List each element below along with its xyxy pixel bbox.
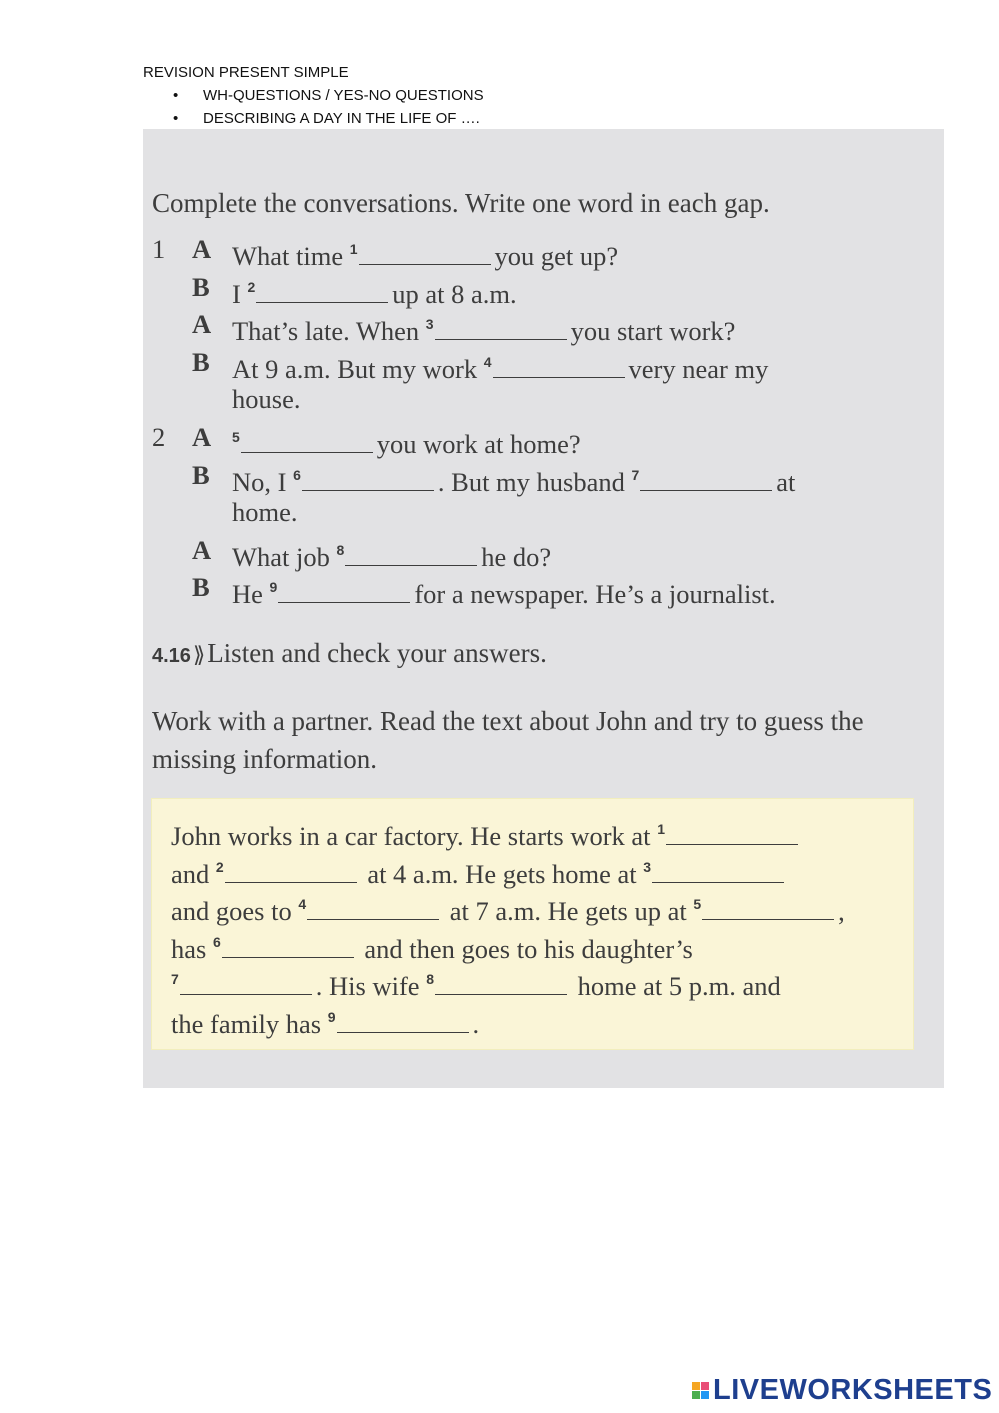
topic-item: • WH-QUESTIONS / YES-NO QUESTIONS <box>143 84 843 107</box>
answer-gap[interactable] <box>307 897 439 920</box>
logo-square <box>692 1382 700 1390</box>
textbook-exercise-image <box>143 129 944 1088</box>
line-text: John works in a car factory. He starts work at <box>171 821 651 851</box>
logo-text: LIVEWORKSHEETS <box>713 1373 993 1406</box>
speaker-label: A <box>192 421 212 452</box>
speaker-label: B <box>192 459 210 490</box>
answer-gap[interactable] <box>640 468 772 491</box>
logo-square <box>692 1391 700 1399</box>
text-line <box>171 999 845 1037</box>
gap-number: 9 <box>327 1008 336 1025</box>
line-text: . His wife <box>315 971 420 1002</box>
listen-text: Listen and check your answers. <box>207 638 547 668</box>
answer-gap[interactable] <box>435 317 567 340</box>
speaker-label: B <box>192 346 210 377</box>
topic-list <box>143 84 843 130</box>
line-text: at 4 a.m. He gets home at <box>367 858 637 889</box>
line-text: you work at home? <box>376 428 581 459</box>
gap-number: 1 <box>349 241 358 257</box>
line-text: home. <box>232 497 298 528</box>
speaker-label: A <box>192 234 212 264</box>
answer-gap[interactable] <box>666 822 798 845</box>
line-text: up at 8 a.m. <box>392 278 517 309</box>
speaker-label: A <box>192 534 212 565</box>
text-line <box>171 849 845 887</box>
listen-instruction <box>152 634 547 675</box>
audio-track-number: 4.16 <box>152 645 191 667</box>
answer-gap[interactable] <box>337 1010 469 1033</box>
answer-gap[interactable] <box>278 580 410 603</box>
line-text: the family has <box>171 1008 322 1039</box>
line-text: and goes to <box>171 896 292 927</box>
gap-number: 5 <box>693 896 702 913</box>
text-line <box>171 961 845 1002</box>
conversation-number: 2 <box>152 421 166 452</box>
worksheet-title: REVISION PRESENT SIMPLE <box>143 64 349 81</box>
speaker-label: A <box>192 309 212 340</box>
gap-number: 7 <box>631 466 640 483</box>
line-text: home at 5 p.m. and <box>577 971 781 1002</box>
line-text: you start work? <box>570 316 736 347</box>
line-text: I <box>232 278 241 309</box>
text-line <box>171 886 845 927</box>
answer-gap[interactable] <box>222 935 354 958</box>
conversation-number: 1 <box>152 234 166 264</box>
answer-gap[interactable] <box>241 430 373 453</box>
gap-number: 4 <box>298 896 307 913</box>
gap-number: 9 <box>269 579 278 596</box>
line-text: He <box>232 579 263 610</box>
gap-number: 6 <box>212 933 221 950</box>
answer-gap[interactable] <box>180 972 312 995</box>
topic-item: • DESCRIBING A DAY IN THE LIFE OF …. <box>143 107 843 130</box>
line-text: . <box>472 1008 480 1039</box>
line-text: you get up? <box>494 241 619 271</box>
speaker-label: B <box>192 271 210 302</box>
answer-gap[interactable] <box>359 242 491 265</box>
gap-number: 2 <box>247 278 256 295</box>
line-text: for a newspaper. He’s a journalist. <box>414 579 776 610</box>
logo-square <box>701 1382 709 1390</box>
john-text-box <box>151 798 914 1050</box>
line-text: house. <box>232 384 301 415</box>
line-text: That’s late. When <box>232 316 420 347</box>
line-text: . But my husband <box>437 466 625 497</box>
logo-square <box>701 1391 709 1399</box>
answer-gap[interactable] <box>225 860 357 883</box>
line-text: What job <box>232 541 330 572</box>
gap-number: 7 <box>171 971 179 988</box>
partner-instruction: Work with a partner. Read the text about John and try to guess the missing information. <box>152 706 864 774</box>
gap-number: 3 <box>643 858 652 875</box>
answer-gap[interactable] <box>493 355 625 378</box>
line-text: has <box>171 933 207 964</box>
line-text: At 9 a.m. But my work <box>232 353 478 384</box>
liveworksheets-logo <box>692 1372 992 1408</box>
answer-gap[interactable] <box>702 897 834 920</box>
audio-icon[interactable]: ⟫ <box>192 643 206 668</box>
text-line <box>171 811 845 849</box>
line-text: No, I <box>232 466 287 497</box>
line-text: he do? <box>481 541 552 572</box>
logo-icon <box>692 1382 709 1399</box>
gap-number: 2 <box>215 858 224 875</box>
gap-number: 5 <box>232 428 240 445</box>
line-text: , <box>838 896 845 927</box>
gap-number: 6 <box>293 466 301 483</box>
answer-gap[interactable] <box>302 468 434 491</box>
speaker-label: B <box>192 572 210 603</box>
answer-gap[interactable] <box>652 860 784 883</box>
gap-number: 8 <box>426 971 434 988</box>
gap-number: 3 <box>425 316 434 333</box>
answer-gap[interactable] <box>435 972 567 995</box>
text-line <box>171 924 845 962</box>
line-text: at 7 a.m. He gets up at <box>449 896 687 927</box>
answer-gap[interactable] <box>256 280 388 303</box>
gap-number: 4 <box>483 353 492 370</box>
gap-number: 1 <box>657 821 665 837</box>
line-text: very near my <box>628 353 769 384</box>
line-text: and <box>171 858 210 889</box>
exercise-instruction: Complete the conversations. Write one word in each gap. <box>152 188 770 218</box>
line-text: at <box>776 466 796 497</box>
answer-gap[interactable] <box>345 543 477 566</box>
line-text: What time <box>232 241 344 271</box>
worksheet-header <box>143 61 843 130</box>
line-text: and then goes to his daughter’s <box>364 933 693 964</box>
gap-number: 8 <box>336 541 345 558</box>
